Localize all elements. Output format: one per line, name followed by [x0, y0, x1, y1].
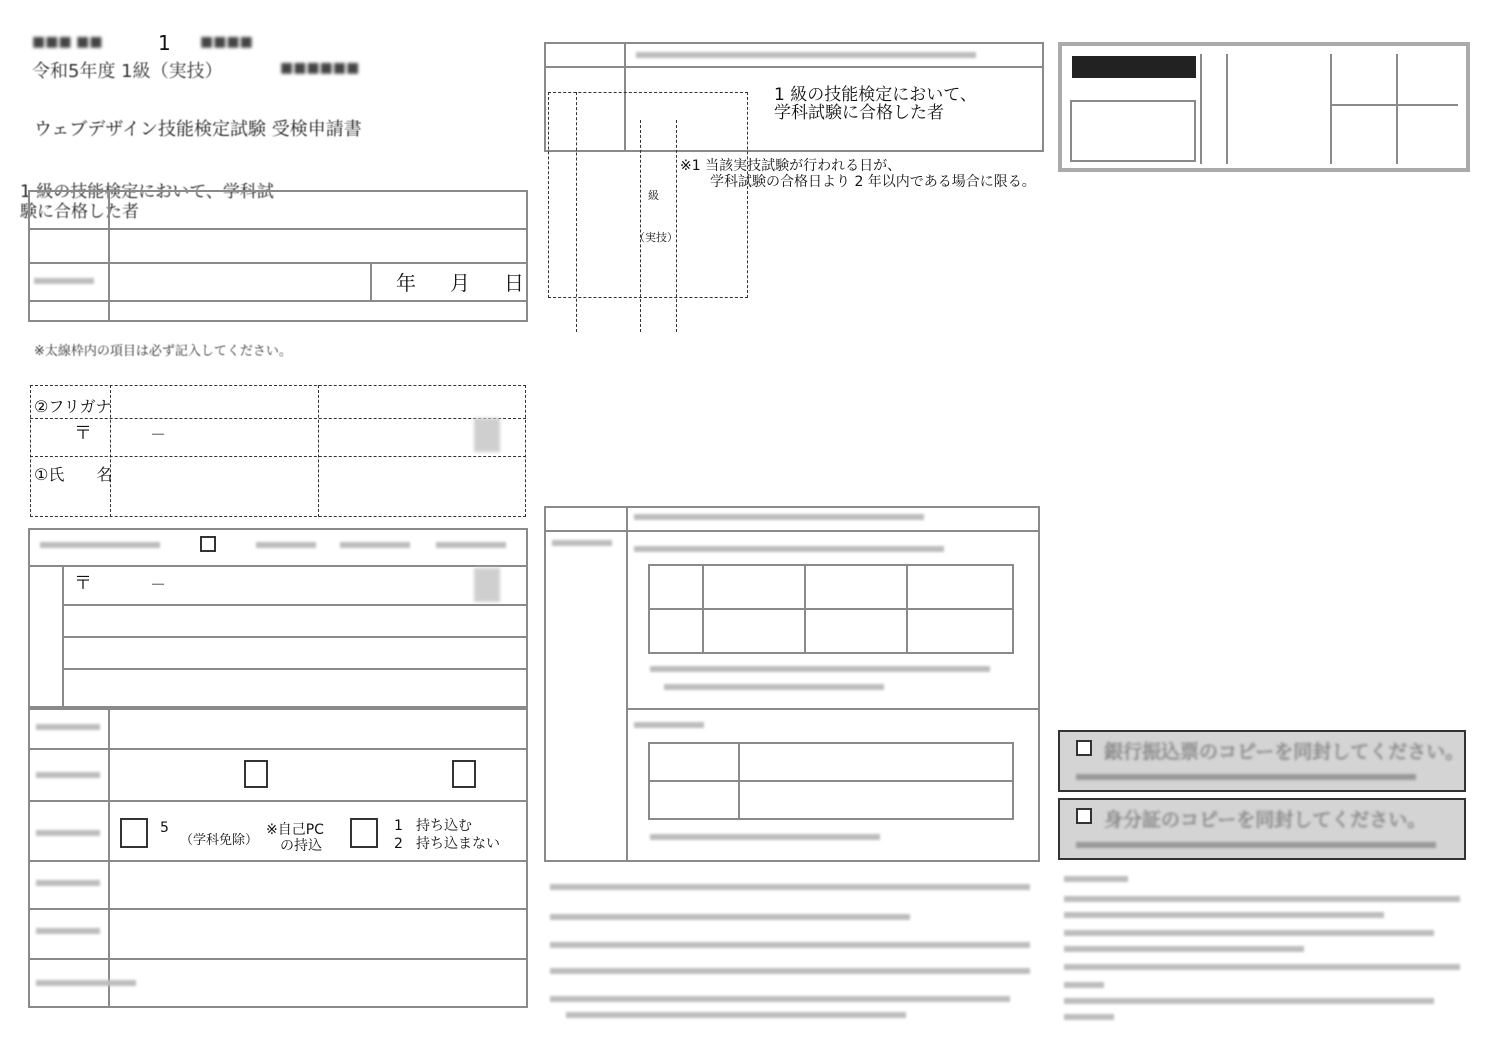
grade-small: 級	[648, 189, 659, 202]
pc-checkbox[interactable]	[350, 818, 378, 848]
application-title: ウェブデザイン技能検定試験 受検申請書	[34, 119, 362, 140]
pc-option-1: 持ち込む	[416, 818, 472, 834]
notice-required-fields: ※太線枠内の項目は必ず記入してください。	[34, 344, 292, 359]
pc-option-2-num: 2	[394, 836, 403, 852]
exemption-code: 5	[160, 820, 169, 836]
header-blurred-2: ■■■■	[200, 34, 253, 50]
q-label-2: 学科試験に合格した者	[774, 103, 944, 123]
postal-dash-1: －	[150, 425, 167, 444]
id-copy-text: 身分証のコピーを同封してください。	[1104, 809, 1427, 831]
header-blurred-1: ■■■ ■■	[32, 34, 103, 50]
postal-dash-2: －	[150, 575, 167, 594]
note-2: 学科試験の合格日より 2 年以内である場合に限る。	[710, 174, 1036, 190]
note-1: ※1 当該実技試験が行われる日が、	[680, 158, 902, 174]
option-checkbox-2[interactable]	[452, 760, 476, 788]
grade-label: 1	[158, 31, 171, 55]
postal-mark-1: 〒	[74, 423, 92, 444]
bank-copy-notice	[1058, 730, 1466, 792]
option-checkbox-1[interactable]	[244, 760, 268, 788]
name-label: ①氏 名	[34, 465, 113, 484]
id-copy-checkbox[interactable]	[1076, 808, 1092, 824]
practical-label: （実技）	[634, 231, 678, 244]
header-blurred-3: ■■■■■■	[280, 60, 360, 76]
details-frame	[28, 708, 528, 1008]
qualification-label: 1 級の技能検定において、学科試験に合格した者	[20, 182, 274, 222]
bank-copy-text: 銀行振込票のコピーを同封してください。	[1104, 741, 1465, 763]
exemption-text: （学科免除）	[180, 833, 259, 848]
address-frame	[28, 528, 528, 708]
pc-label-2: の持込	[280, 838, 322, 854]
era-day: 日	[504, 271, 524, 295]
id-copy-notice	[1058, 798, 1466, 860]
exam-name-line: 令和5年度 1級（実技）	[32, 61, 223, 82]
pc-option-1-num: 1	[394, 818, 403, 834]
postal-mark-2: 〒	[74, 573, 92, 594]
exemption-checkbox[interactable]	[120, 818, 148, 848]
q-label: 1 級の技能検定において、	[774, 85, 977, 105]
address-checkbox[interactable]	[200, 536, 216, 552]
bank-copy-checkbox[interactable]	[1076, 740, 1092, 756]
pc-label-1: ※自己PC	[266, 822, 324, 838]
era-month: 月	[450, 271, 470, 295]
pc-option-2: 持ち込まない	[416, 836, 500, 852]
era-year: 年	[396, 271, 416, 295]
applicant-info-frame	[28, 190, 528, 322]
furigana-label: ②フリガナ	[34, 397, 112, 416]
